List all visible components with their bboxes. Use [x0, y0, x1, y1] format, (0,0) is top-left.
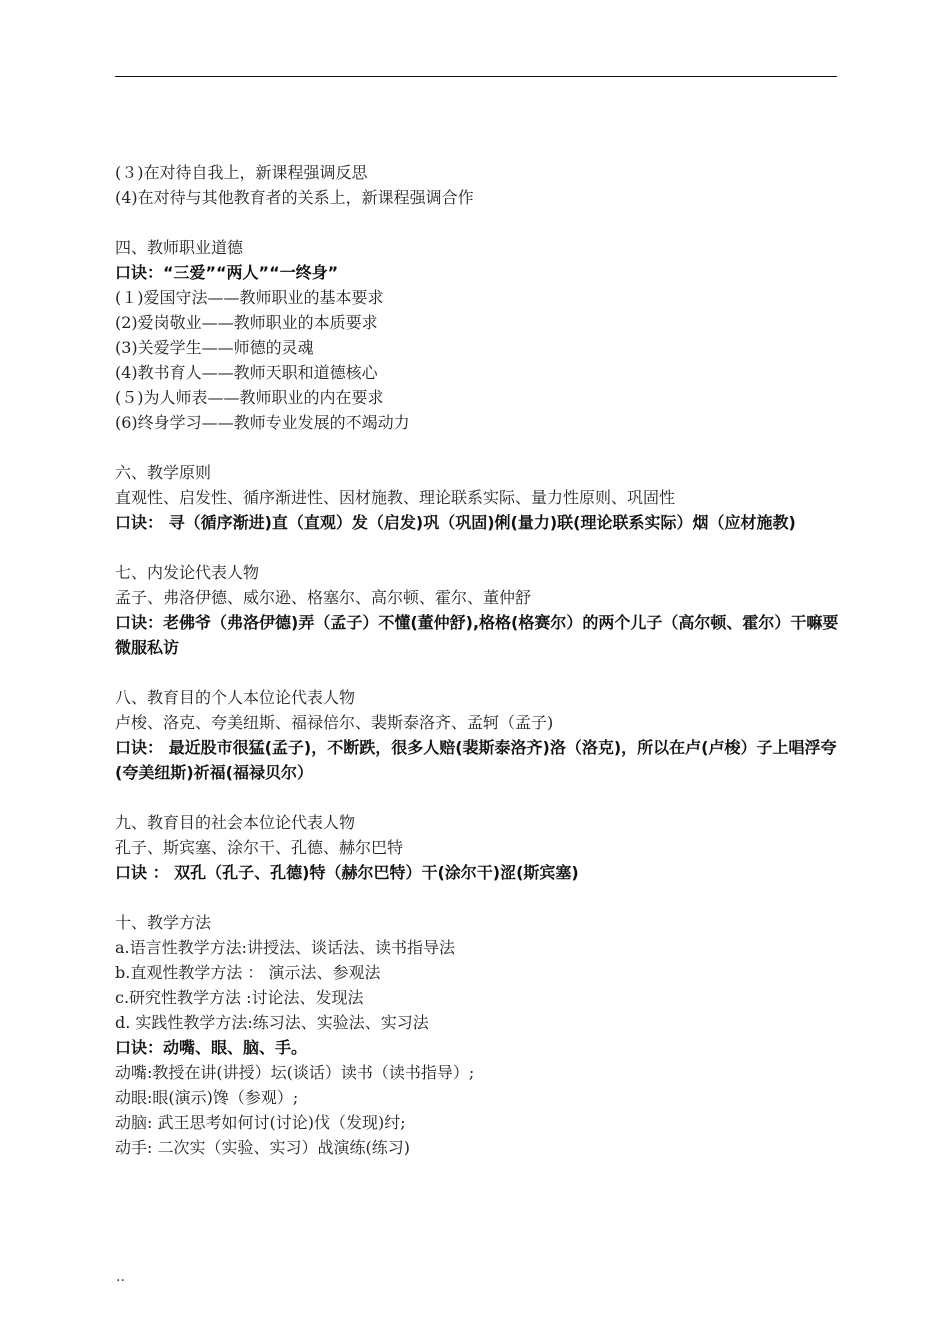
text-line: 直观性、启发性、循序渐进性、因材施教、理论联系实际、量力性原则、巩固性 — [115, 488, 676, 507]
paragraph-gap — [115, 785, 840, 810]
paragraph-gap — [115, 210, 840, 235]
mnemonic-line: 口诀：老佛爷（弗洛伊德)弄（孟子）不懂(董仲舒),格格(格赛尔）的两个儿子（高尔顿、霍尔）干嘛要微服私访 — [115, 613, 839, 657]
text-line: (１)爱国守法——教师职业的基本要求 — [115, 288, 384, 307]
section-heading: 九、教育目的社会本位论代表人物 — [115, 813, 356, 832]
text-line: b.直观性教学方法 ： 演示法、参观法 — [115, 963, 381, 982]
text-line: c.研究性教学方法 :讨论法、发现法 — [115, 988, 364, 1007]
section-heading: 八、教育目的个人本位论代表人物 — [115, 688, 356, 707]
text-line: a.语言性教学方法:讲授法、谈话法、读书指导法 — [115, 938, 456, 957]
mnemonic-line: 口诀：“三爱”“两人”“一终身” — [115, 263, 339, 282]
mnemonic-line: 口诀：动嘴、眼、脑、手。 — [115, 1038, 308, 1057]
text-line: (4)在对待与其他教育者的关系上，新课程强调合作 — [115, 188, 474, 207]
footer-mark: .. — [116, 1269, 125, 1285]
header-rule — [115, 76, 837, 77]
section-heading: 七、内发论代表人物 — [115, 563, 260, 582]
text-line: (３)在对待自我上，新课程强调反思 — [115, 163, 368, 182]
section-heading: 四、教师职业道德 — [115, 238, 244, 257]
section-heading: 十、教学方法 — [115, 913, 212, 932]
text-line: 动眼:眼(演示)馋（参观）; — [115, 1088, 299, 1107]
text-line: 孟子、弗洛伊德、威尔逊、格塞尔、高尔顿、霍尔、董仲舒 — [115, 588, 532, 607]
document-body — [115, 160, 840, 1160]
text-line: 动嘴:教授在讲(讲授）坛(谈话）读书（读书指导）; — [115, 1063, 475, 1082]
text-line: 动手: 二次实（实验、实习）战演练(练习) — [115, 1138, 410, 1157]
paragraph-gap — [115, 535, 840, 560]
text-line: 动脑: 武王思考如何讨(讨论)伐（发现)纣; — [115, 1113, 406, 1132]
mnemonic-line: 口诀 ： 双孔（孔子、孔德)特（赫尔巴特）干(涂尔干)涩(斯宾塞) — [115, 863, 579, 882]
mnemonic-line: 口诀： 寻（循序渐进)直（直观）发（启发)巩（巩固)俐(量力)联(理论联系实际）烟（应材施教) — [115, 513, 796, 532]
mnemonic-line: 口诀： 最近股市很猛(孟子)，不断跌，很多人赔(裴斯泰洛齐)洛（洛克)，所以在卢(卢梭）子上唱浮夸(夸美纽斯)祈福(福禄贝尔） — [115, 738, 837, 782]
text-line: (3)关爱学生——师德的灵魂 — [115, 338, 314, 357]
paragraph-gap — [115, 885, 840, 910]
paragraph-gap — [115, 660, 840, 685]
text-line: (4)教书育人——教师天职和道德核心 — [115, 363, 378, 382]
paragraph-gap — [115, 435, 840, 460]
text-line: (2)爱岗敬业——教师职业的本质要求 — [115, 313, 378, 332]
text-line: d. 实践性教学方法:练习法、实验法、实习法 — [115, 1013, 429, 1032]
section-heading: 六、教学原则 — [115, 463, 212, 482]
text-line: 孔子、斯宾塞、涂尔干、孔德、赫尔巴特 — [115, 838, 404, 857]
text-line: 卢梭、洛克、夸美纽斯、福禄倍尔、裴斯泰洛齐、孟轲（孟子) — [115, 713, 554, 732]
text-line: (6)终身学习——教师专业发展的不竭动力 — [115, 413, 410, 432]
text-line: (５)为人师表——教师职业的内在要求 — [115, 388, 384, 407]
